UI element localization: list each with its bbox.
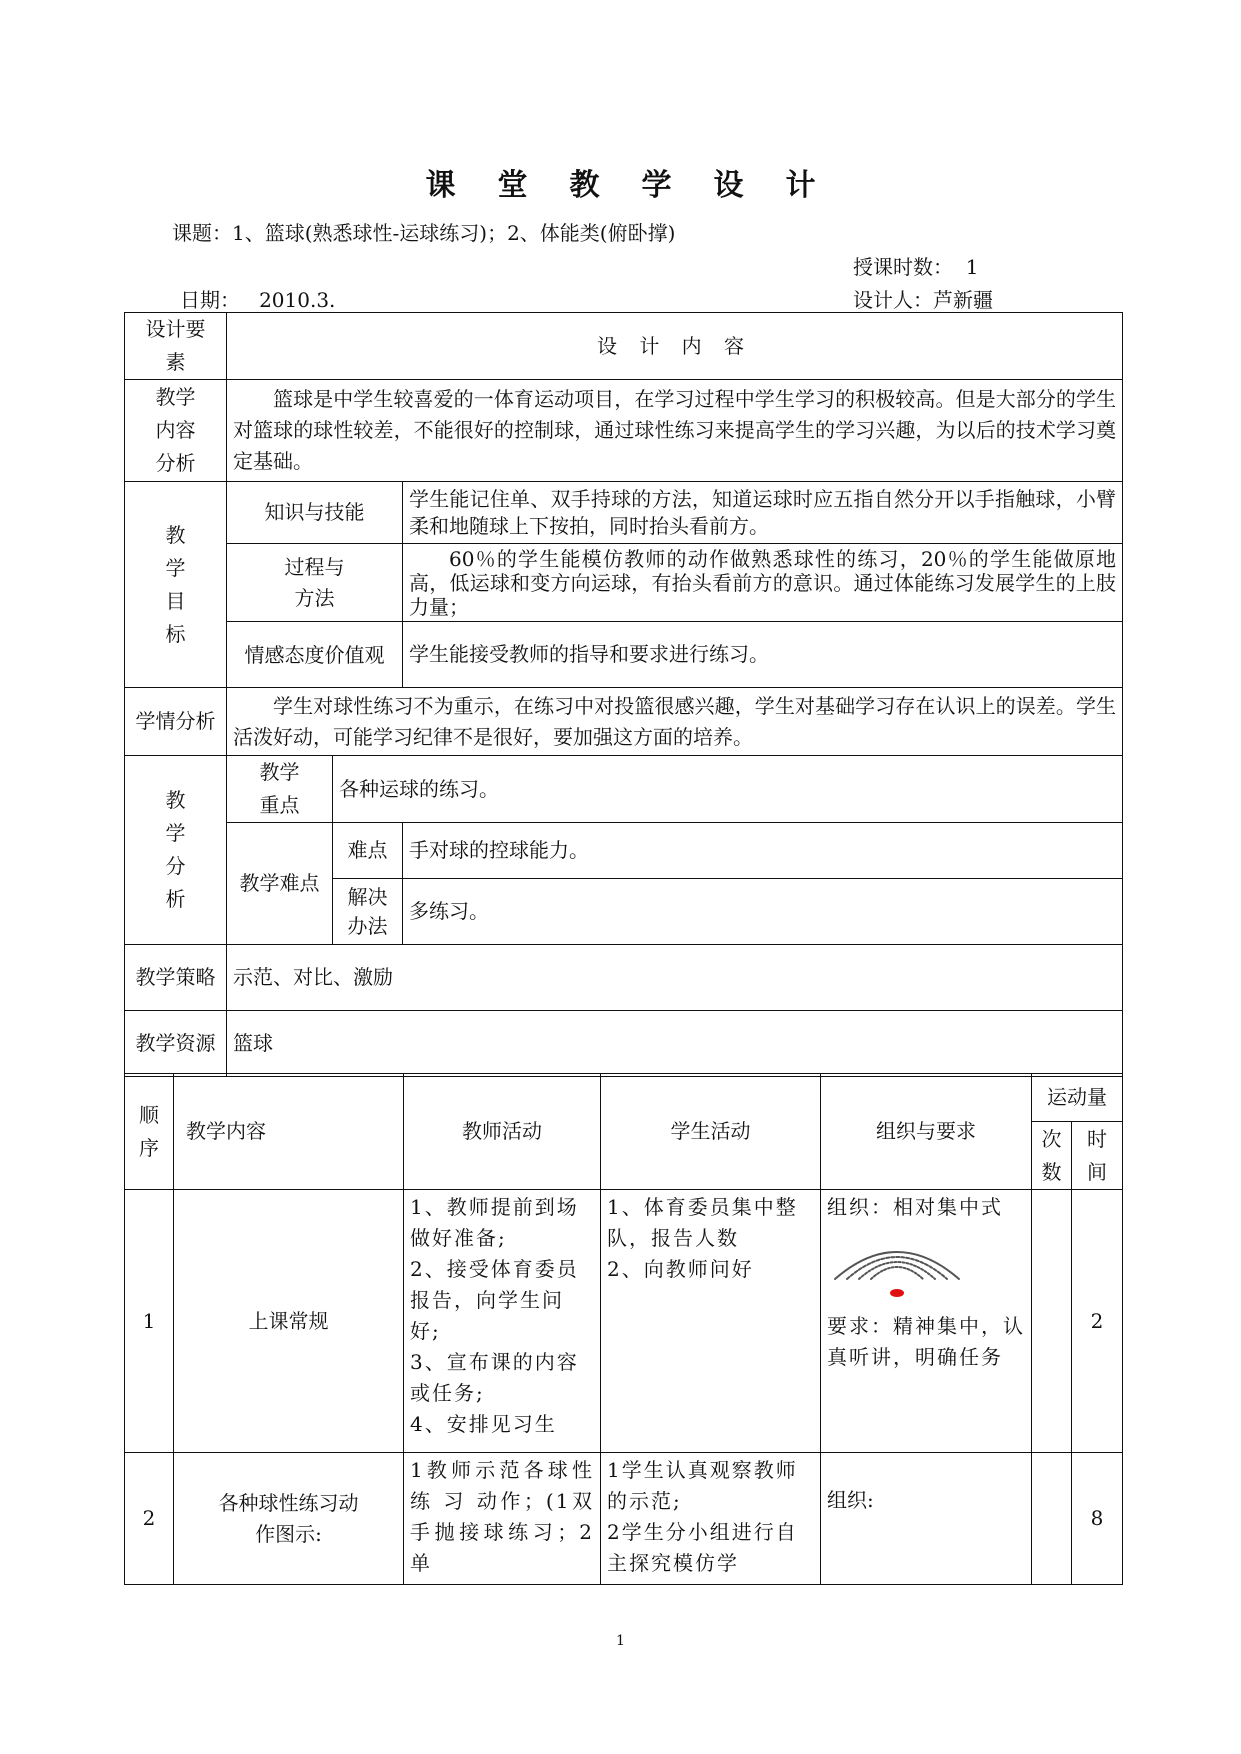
exercise-load-header: 运动量 (1032, 1074, 1123, 1122)
difficulty-text: 手对球的控球能力。 (403, 823, 1123, 879)
goal-knowledge-label: 知识与技能 (227, 482, 403, 544)
row2-times (1032, 1453, 1072, 1585)
content-analysis-label: 教学内容分析 (125, 380, 227, 482)
date-value: 2010.3. (259, 288, 336, 312)
design-content-header: 设 计 内 容 (227, 313, 1123, 380)
formation-diagram (827, 1229, 967, 1303)
key-point-text: 各种运球的练习。 (333, 756, 1123, 823)
goal-knowledge-text: 学生能记住单、双手持球的方法，知道运球时应五指自然分开以手指触球，小臂柔和地随球上下按拍，同时抬头看前方。 (403, 482, 1123, 544)
content-header: 教学内容 (174, 1074, 404, 1190)
teaching-goals-label: 教学目标 (125, 482, 227, 688)
table-row (125, 1190, 1123, 1453)
teacher-position-dot (890, 1289, 904, 1297)
learner-analysis-label: 学情分析 (125, 688, 227, 756)
difficulty-label: 难点 (333, 823, 403, 879)
order-header: 顺序 (125, 1074, 174, 1190)
times-header: 次数 (1032, 1122, 1072, 1190)
row2-teacher-activity: 1教师示范各球性 练 习 动作；(1双手抛接球练习；2单 (404, 1453, 601, 1585)
row1-duration: 2 (1072, 1190, 1123, 1453)
student-activity-header: 学生活动 (601, 1074, 821, 1190)
designer-line (853, 284, 993, 313)
row2-student-activity: 1学生认真观察教师的示范; 2学生分小组进行自主探究模仿学 (601, 1453, 821, 1585)
formation-arc-4 (871, 1267, 923, 1279)
page-title: 课堂教学设计 (425, 168, 858, 203)
formation-arc-3 (859, 1262, 935, 1279)
row1-student-activity: 1、体育委员集中整队，报告人数 2、向教师问好 (601, 1190, 821, 1453)
page-number: 1 (616, 1633, 625, 1649)
row2-organization: 组织: (821, 1453, 1032, 1585)
table-row (125, 1453, 1123, 1585)
row1-organization (821, 1190, 1032, 1453)
row1-times (1032, 1190, 1072, 1453)
row1-org-formation-text: 组织：相对集中式 (827, 1195, 1003, 1219)
solution-text: 多练习。 (403, 879, 1123, 945)
strategy-label: 教学策略 (125, 945, 227, 1011)
row1-content: 上课常规 (174, 1190, 404, 1453)
row2-content: 各种球性练习动作图示: (174, 1453, 404, 1585)
resource-label: 教学资源 (125, 1011, 227, 1077)
row1-org-requirement-text: 要求：精神集中，认真听讲，明确任务 (827, 1314, 1025, 1369)
teacher-activity-header: 教师活动 (404, 1074, 601, 1190)
duration-header: 时间 (1072, 1122, 1123, 1190)
row2-order: 2 (125, 1453, 174, 1585)
key-point-label: 教学重点 (227, 756, 333, 823)
date-label: 日期： (180, 288, 240, 312)
design-elements-header: 设计要素 (125, 313, 227, 380)
date-line (180, 284, 335, 313)
row2-duration: 8 (1072, 1453, 1123, 1585)
row1-order: 1 (125, 1190, 174, 1453)
row1-teacher-activity: 1、教师提前到场做好准备; 2、接受体育委员报告，向学生问好; 3、宣布课的内容或任务; 4、安排见习生 (404, 1190, 601, 1453)
goal-attitude-text: 学生能接受教师的指导和要求进行练习。 (403, 622, 1123, 688)
lesson-hours-label: 授课时数： (853, 255, 953, 279)
resource-text: 篮球 (227, 1011, 1123, 1077)
formation-lines (835, 1252, 959, 1279)
goal-process-text: 60％的学生能模仿教师的动作做熟悉球性的练习，20％的学生能做原地高，低运球和变方向运球，有抬头看前方的意识。通过体能练习发展学生的上肢力量； (403, 544, 1123, 622)
goal-process-label: 过程与方法 (227, 544, 403, 622)
strategy-text: 示范、对比、激励 (227, 945, 1123, 1011)
goal-attitude-label: 情感态度价值观 (227, 622, 403, 688)
designer-value: 芦新疆 (933, 288, 993, 312)
designer-label: 设计人： (853, 288, 933, 312)
topic-line: 课题：1、篮球(熟悉球性-运球练习)；2、体能类(俯卧撑) (172, 221, 676, 245)
solution-label: 解决办法 (333, 879, 403, 945)
design-table (124, 312, 1123, 1077)
lesson-hours (853, 251, 978, 280)
teaching-analysis-label: 教学分析 (125, 756, 227, 945)
process-table (124, 1073, 1123, 1585)
lesson-hours-value: 1 (965, 255, 979, 279)
organization-header: 组织与要求 (821, 1074, 1032, 1190)
difficulty-group-label: 教学难点 (227, 823, 333, 945)
learner-analysis-text: 学生对球性练习不为重示，在练习中对投篮很感兴趣，学生对基础学习存在认识上的误差。学生活泼好动，可能学习纪律不是很好，要加强这方面的培养。 (227, 688, 1123, 756)
content-analysis-text: 篮球是中学生较喜爱的一体育运动项目，在学习过程中学生学习的积极较高。但是大部分的学生对篮球的球性较差，不能很好的控制球，通过球性练习来提高学生的学习兴趣，为以后的技术学习奠定基础。 (227, 380, 1123, 482)
